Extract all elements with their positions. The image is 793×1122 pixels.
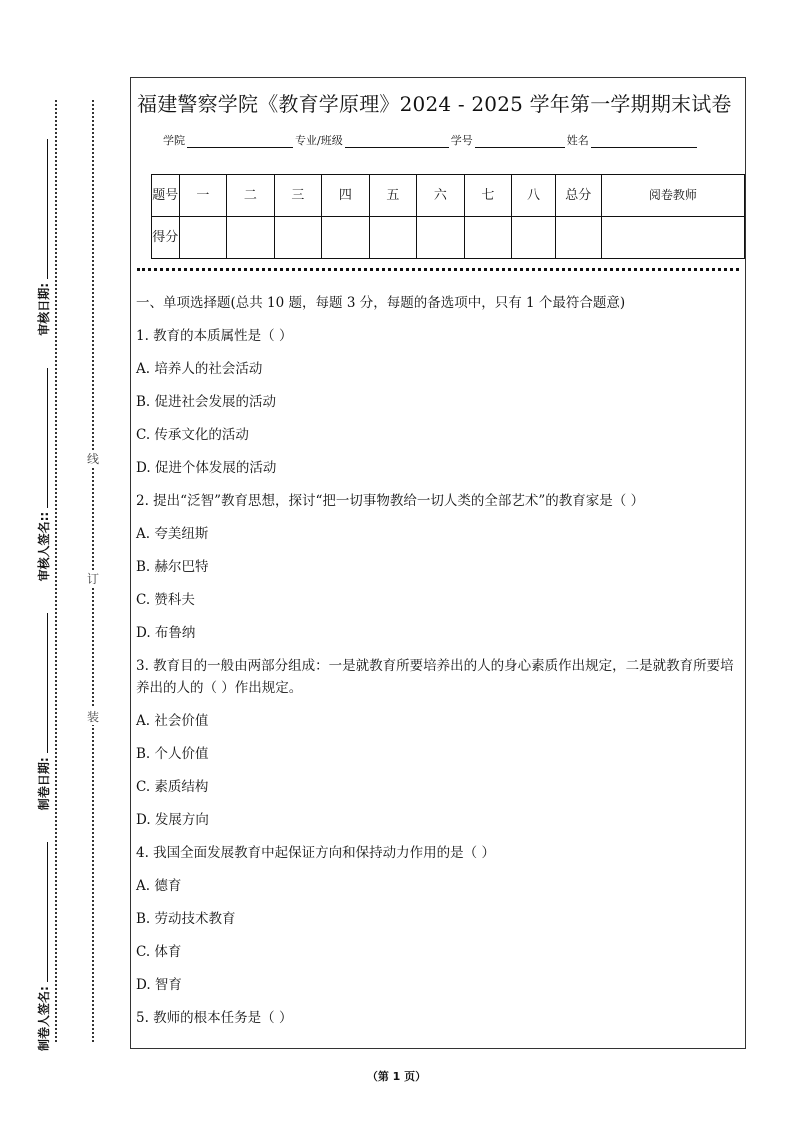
column-header: 六 [417, 175, 465, 217]
binder-mark: 线 [86, 452, 99, 466]
exam-frame [130, 77, 746, 1049]
question-stem: 4. 我国全面发展教育中起保证方向和保持动力作用的是（ ） [136, 845, 495, 861]
question-stem: 3. 教育目的一般由两部分组成：一是就教育所要培养出的人的身心素质作出规定，二是就教育所要培养出的人的（ ）作出规定。 [136, 658, 734, 696]
column-header: 总分 [555, 175, 601, 217]
column-header: 四 [322, 175, 370, 217]
column-header: 一 [179, 175, 227, 217]
score-cell[interactable] [369, 217, 417, 259]
score-cell[interactable] [274, 217, 322, 259]
signature-blank [47, 842, 48, 982]
questions [136, 292, 741, 1040]
signature-blank [47, 368, 48, 508]
column-header: 二 [227, 175, 275, 217]
sidebar-label: 制卷日期: [37, 757, 51, 811]
sidebar-label: 审核日期: [37, 282, 51, 336]
answer-option[interactable]: A. 社会价值 [136, 713, 209, 729]
answer-option[interactable]: A. 培养人的社会活动 [136, 361, 263, 377]
answer-option[interactable]: C. 赞科夫 [136, 592, 195, 608]
column-header: 五 [369, 175, 417, 217]
answer-option[interactable]: A. 夸美纽斯 [136, 526, 209, 542]
section-heading: 一、单项选择题(总共 10 题，每题 3 分，每题的备选项中，只有 1 个最符合题意) [136, 295, 626, 311]
answer-option[interactable]: C. 素质结构 [136, 779, 209, 795]
name-field[interactable] [591, 135, 697, 148]
major-class-field[interactable] [345, 135, 449, 148]
sidebar-label: 制卷人签名: [37, 986, 51, 1051]
score-cell[interactable] [512, 217, 556, 259]
answer-option[interactable]: D. 智育 [136, 977, 182, 993]
column-header: 八 [512, 175, 556, 217]
answer-option[interactable]: C. 传承文化的活动 [136, 427, 249, 443]
page-number: （第 1 页） [366, 1070, 427, 1083]
answer-option[interactable]: C. 体育 [136, 944, 182, 960]
field-label: 姓名 [566, 134, 589, 147]
answer-option[interactable]: B. 个人价值 [136, 746, 209, 762]
question-stem: 1. 教育的本质属性是（ ） [136, 328, 293, 344]
field-label: 学院 [163, 134, 185, 147]
score-cell[interactable] [417, 217, 465, 259]
answer-option[interactable]: D. 布鲁纳 [136, 625, 196, 641]
score-cell[interactable] [322, 217, 370, 259]
answer-option[interactable]: B. 劳动技术教育 [136, 911, 236, 927]
field-label: 专业/班级 [295, 134, 343, 147]
column-header: 三 [274, 175, 322, 217]
column-header: 七 [464, 175, 512, 217]
student-id-field[interactable] [475, 135, 565, 148]
question-stem: 5. 教师的根本任务是（ ） [136, 1010, 293, 1026]
binding-dotted-line [55, 100, 57, 1042]
signature-blank [47, 139, 48, 279]
page-title: 福建警察学院《教育学原理》2024 - 2025 学年第一学期期末试卷 [137, 92, 732, 116]
score-cell[interactable] [179, 217, 227, 259]
row-header: 得分 [152, 217, 180, 259]
score-cell[interactable] [555, 217, 601, 259]
binder-mark: 装 [86, 710, 99, 724]
separator [137, 268, 739, 271]
sidebar-label: 审核人签名:: [37, 511, 51, 582]
answer-option[interactable]: D. 促进个体发展的活动 [136, 460, 277, 476]
student-info [163, 132, 699, 148]
column-header: 阅卷教师 [601, 175, 744, 217]
question-stem: 2. 提出“泛智”教育思想，探讨“把一切事物教给一切人类的全部艺术”的教育家是（ ） [136, 493, 645, 509]
row-header: 题号 [152, 175, 180, 217]
score-cell[interactable] [464, 217, 512, 259]
score-cell[interactable] [227, 217, 275, 259]
score-cell[interactable] [601, 217, 744, 259]
answer-option[interactable]: B. 促进社会发展的活动 [136, 394, 277, 410]
signature-sidebar [28, 89, 52, 1069]
answer-option[interactable]: B. 赫尔巴特 [136, 559, 209, 575]
binder-mark: 订 [86, 572, 99, 586]
signature-blank [47, 613, 48, 753]
college-field[interactable] [187, 135, 293, 148]
field-label: 学号 [450, 134, 473, 147]
answer-option[interactable]: A. 德育 [136, 878, 182, 894]
answer-option[interactable]: D. 发展方向 [136, 812, 209, 828]
score-table [151, 174, 745, 259]
